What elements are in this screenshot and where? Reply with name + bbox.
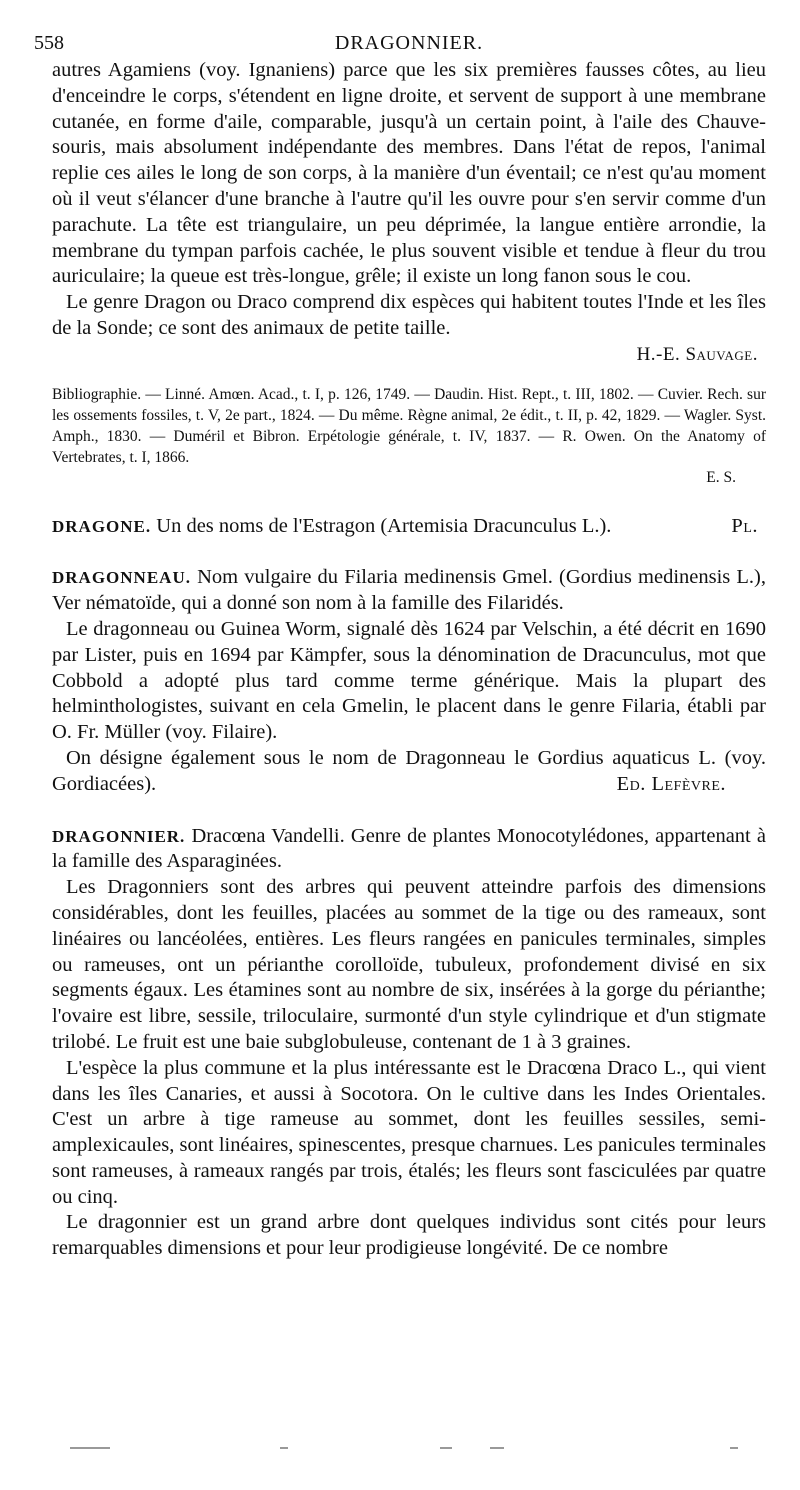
entry-dragonnier [52,824,766,876]
author-signature: H.-E. Sauvage. [636,343,758,365]
dragonneau-paragraph-2: Le dragonneau ou Guinea Worm, signalé dès 1624 par Velschin, a été décrit en 1690 par Lister, puis en 1694 par Kämpfer, sous la dénomination de Dracunculus, mot que Cobbold a adopté plus tard comme terme générique. Mais la plupart des helminthologistes, suivant en cela Gmelin, le placent dans le genre Filaria, établi par O. Fr. Müller (voy. Filaire). [52,617,766,744]
bibliography: Bibliographie. — Linné. Amœn. Acad., t. I, p. 126, 1749. — Daudin. Hist. Rept., t. III, 1802. — Cuvier. Rech. sur les ossements fossiles, t. V, 2e part., 1824. — Du même. Règne animal, 2e édit., t. II, p. 42, 1829. — Wagler. Syst. Amph., 1830. — Duméril et Bibron. Erpétologie générale, t. IV, 1837. — R. Owen. On the Anatomy of Vertebrates, t. I, 1866. [52,385,766,466]
headword-dragone: DRAGONE. [52,516,152,536]
scan-mark [70,1447,110,1449]
scan-mark [440,1447,452,1449]
headword-dragonneau: DRAGONNEAU. [52,568,191,588]
dragonneau-paragraph-3 [52,746,766,798]
dragonnier-paragraph-4: Le dragonnier est un grand arbre dont quelques individus sont cités pour leurs remarquables dimensions et pour leur prodigieuse longévité. De ce nombre [52,1211,766,1260]
sauvage-paragraph-2: Le genre Dragon ou Draco comprend dix espèces qui habitent toutes l'Inde et les îles de la Sonde; ce sont des animaux de petite taille. [52,291,766,339]
bottom-scan-marks [60,1446,740,1450]
entry-dragone [52,514,766,540]
dragonneau-text-1: Nom vulgaire du Filaria medinensis Gmel. (Gordius medinensis L.), Ver nématoïde, qui a donné son nom à la famille des Filaridés. [52,566,767,615]
dragonnier-text-1: Dracœna Vandelli. Genre de plantes Monocotylédones, appartenant à la famille des Asparaginées. [52,824,767,873]
bibliography-signature: E. S. [706,468,736,486]
page-number: 558 [34,32,64,54]
scan-mark [730,1447,738,1449]
entry-dragonneau [52,565,766,617]
scan-mark [280,1447,288,1449]
dictionary-page [34,32,767,1262]
running-title: DRAGONNIER. [334,32,484,54]
dragonnier-paragraph-2: Les Dragonniers sont des arbres qui peuvent atteindre parfois des dimensions considérables, dont les feuilles, placées au sommet de la tige ou des rameaux, sont linéaires ou lancéolées, entières. Les fleurs rangées en panicules terminales, simples ou rameuses, ont un périanthe corolloïde, tubuleux, profondement divisé en six segments égaux. Les étamines sont au nombre de six, insérées à la gorge du périanthe; l'ovaire est libre, sessile, triloculaire, surmonté d'un style cylindrique et d'un stigmate trilobé. Le fruit est une baie subglobuleuse, contenant de 1 à 3 graines. [52,876,766,1053]
dragonneau-text-3: On désigne également sous le nom de Dragonneau le Gordius aquaticus L. (voy. Gordiacées). [52,746,766,795]
dragone-text: Un des noms de l'Estragon (Artemisia Dracunculus L.). [156,514,612,537]
sauvage-paragraph-1: autres Agamiens (voy. Ignaniens) parce que les six premières fausses côtes, au lieu d'enceindre le corps, s'étendent en ligne droite, et servent de support à une membrane cutanée, en forme d'aile, comparable, jusqu'à un certain point, à l'aile des Chauve-souris, mais absolument indépendante des membres. Dans l'état de repos, l'animal replie ces ailes le long de son corps, à la manière d'un éventail; ce n'est qu'au moment où il veut s'élancer d'une branche à l'autre qu'il les ouvre pour s'en servir comme d'un parachute. La tête est triangulaire, un peu déprimée, la langue entière arrondie, la membrane du tympan parfois cachée, le plus souvent visible et tendue à fleur du trou auriculaire; la queue est très-longue, grêle; il existe un long fanon sous le cou. [52,59,766,288]
scan-mark [490,1447,504,1449]
dragonnier-paragraph-3: L'espèce la plus commune et la plus intéressante est le Dracœna Draco L., qui vient dans les îles Canaries, et aussi à Socotora. On le cultive dans les Indes Orientales. C'est un arbre à tige rameuse au sommet, dont les feuilles sessiles, semi-amplexicaules, sont linéaires, spinescentes, presque charnues. Les panicules terminales sont rameuses, à rameaux rangés par trois, étalés; les fleurs sont fasciculées par quatre ou cinq. [52,1056,766,1208]
dragone-signature: Pl. [731,514,758,537]
dragonneau-signature: Ed. Lefèvre. [616,772,726,795]
page-header [34,32,766,58]
headword-dragonnier: DRAGONNIER. [52,826,186,846]
